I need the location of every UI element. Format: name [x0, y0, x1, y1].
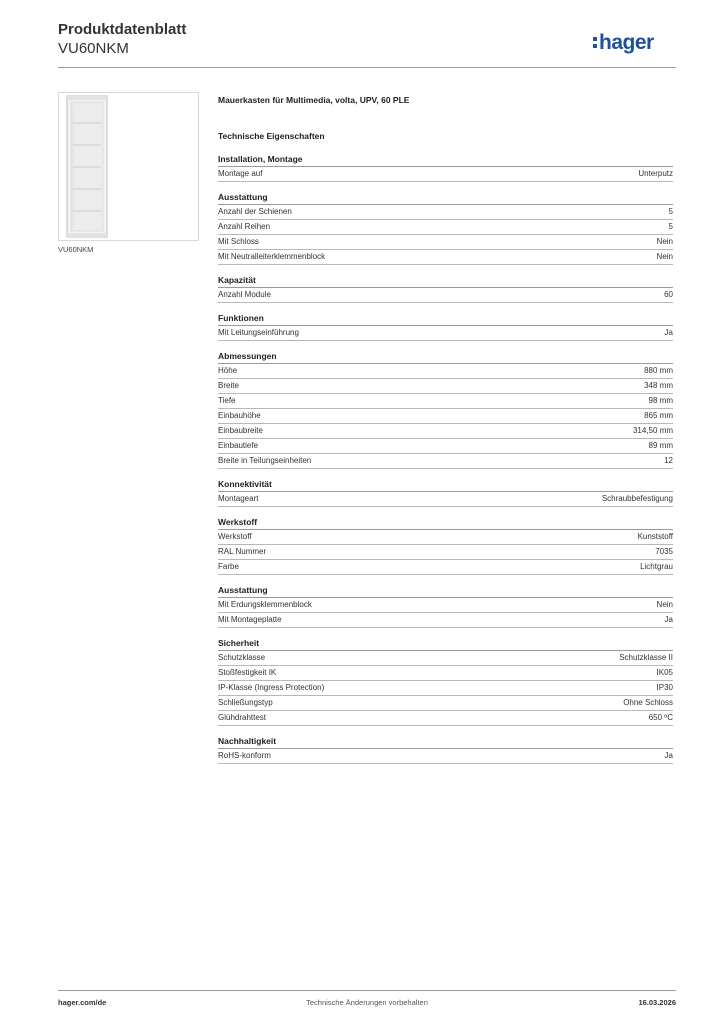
section-heading: Installation, Montage	[218, 152, 673, 167]
property-value: 865 mm	[644, 411, 673, 420]
section-heading: Kapazität	[218, 273, 673, 288]
property-value: 7035	[655, 547, 673, 556]
property-label: Mit Erdungsklemmenblock	[218, 600, 312, 609]
property-value: 89 mm	[648, 441, 673, 450]
property-row	[218, 439, 673, 454]
image-caption: VU60NKM	[58, 245, 94, 254]
property-row	[218, 394, 673, 409]
property-row	[218, 364, 673, 379]
property-label: Einbauhöhe	[218, 411, 261, 420]
property-row	[218, 666, 673, 681]
property-value: Kunststoff	[637, 532, 673, 541]
property-row	[218, 379, 673, 394]
property-row	[218, 492, 673, 507]
property-row	[218, 545, 673, 560]
property-section	[218, 583, 673, 628]
property-label: Mit Leitungseinführung	[218, 328, 299, 337]
property-value: Lichtgrau	[640, 562, 673, 571]
property-row	[218, 454, 673, 469]
property-row	[218, 530, 673, 545]
property-label: Höhe	[218, 366, 238, 375]
property-value: Schutzklasse II	[619, 653, 673, 662]
property-value: Nein	[656, 600, 673, 609]
property-label: RAL Nummer	[218, 547, 267, 556]
section-heading: Nachhaltigkeit	[218, 734, 673, 749]
section-heading: Funktionen	[218, 311, 673, 326]
property-row	[218, 326, 673, 341]
property-label: Schutzklasse	[218, 653, 266, 662]
property-section	[218, 636, 673, 726]
property-label: Einbautiefe	[218, 441, 259, 450]
property-label: Werkstoff	[218, 532, 252, 541]
property-value: Nein	[656, 252, 673, 261]
property-row	[218, 424, 673, 439]
property-value: 5	[668, 222, 673, 231]
footer-date: 16.03.2026	[638, 998, 676, 1007]
property-label: Tiefe	[218, 396, 236, 405]
property-value: 5	[668, 207, 673, 216]
property-value: 650 ºC	[648, 713, 673, 722]
section-heading: Ausstattung	[218, 190, 673, 205]
property-section	[218, 311, 673, 341]
property-label: Farbe	[218, 562, 239, 571]
property-section	[218, 273, 673, 303]
property-row	[218, 681, 673, 696]
property-label: Mit Schloss	[218, 237, 259, 246]
document-title: Produktdatenblatt	[58, 21, 187, 38]
section-heading: Abmessungen	[218, 349, 673, 364]
property-value: 880 mm	[644, 366, 673, 375]
property-value: Ohne Schloss	[623, 698, 673, 707]
property-value: Ja	[664, 328, 673, 337]
property-section	[218, 190, 673, 265]
property-label: Montage auf	[218, 169, 263, 178]
property-label: Schließungstyp	[218, 698, 273, 707]
technical-properties-title: Technische Eigenschaften	[218, 131, 325, 141]
property-section	[218, 349, 673, 469]
property-value: IP30	[656, 683, 673, 692]
property-value: IK05	[656, 668, 673, 677]
property-row	[218, 409, 673, 424]
section-heading: Konnektivität	[218, 477, 673, 492]
property-label: Glühdrahttest	[218, 713, 267, 722]
property-row	[218, 235, 673, 250]
property-label: RoHS-konform	[218, 751, 271, 760]
product-code: VU60NKM	[58, 40, 129, 57]
section-heading: Werkstoff	[218, 515, 673, 530]
footer-divider	[58, 990, 676, 991]
property-label: Breite in Teilungseinheiten	[218, 456, 312, 465]
property-row	[218, 220, 673, 235]
property-value: 12	[664, 456, 673, 465]
product-description: Mauerkasten für Multimedia, volta, UPV, 60 PLE	[218, 95, 410, 105]
property-value: 60	[664, 290, 673, 299]
property-row	[218, 749, 673, 764]
property-section	[218, 477, 673, 507]
property-label: Mit Neutralleiterklemmenblock	[218, 252, 326, 261]
section-heading: Ausstattung	[218, 583, 673, 598]
property-label: IP-Klasse (Ingress Protection)	[218, 683, 325, 692]
property-row	[218, 711, 673, 726]
property-label: Stoßfestigkeit IK	[218, 668, 277, 677]
footer	[58, 998, 676, 1010]
property-value: Schraubbefestigung	[601, 494, 673, 503]
footer-website: hager.com/de	[58, 998, 107, 1007]
footer-notice: Technische Änderungen vorbehalten	[306, 998, 428, 1007]
property-row	[218, 598, 673, 613]
property-section	[218, 515, 673, 575]
property-sections	[218, 152, 673, 764]
property-section	[218, 152, 673, 182]
svg-text:hager: hager	[599, 31, 654, 54]
property-section	[218, 734, 673, 764]
section-heading: Sicherheit	[218, 636, 673, 651]
property-value: Nein	[656, 237, 673, 246]
datasheet-content	[218, 92, 673, 764]
property-row	[218, 167, 673, 182]
property-label: Anzahl der Schienen	[218, 207, 292, 216]
property-row	[218, 696, 673, 711]
property-row	[218, 288, 673, 303]
property-label: Montageart	[218, 494, 259, 503]
property-value: Ja	[664, 615, 673, 624]
hager-logo	[592, 28, 676, 56]
property-label: Breite	[218, 381, 239, 390]
property-row	[218, 560, 673, 575]
property-label: Anzahl Module	[218, 290, 271, 299]
property-value: Unterputz	[638, 169, 673, 178]
property-value: 348 mm	[644, 381, 673, 390]
header-divider	[58, 67, 676, 68]
property-row	[218, 205, 673, 220]
property-value: 314,50 mm	[632, 426, 673, 435]
product-image	[58, 92, 199, 241]
property-value: Ja	[664, 751, 673, 760]
property-row	[218, 651, 673, 666]
property-row	[218, 613, 673, 628]
header	[58, 20, 186, 58]
property-value: 98 mm	[648, 396, 673, 405]
property-label: Anzahl Reihen	[218, 222, 271, 231]
property-label: Einbaubreite	[218, 426, 263, 435]
property-label: Mit Montageplatte	[218, 615, 282, 624]
property-row	[218, 250, 673, 265]
